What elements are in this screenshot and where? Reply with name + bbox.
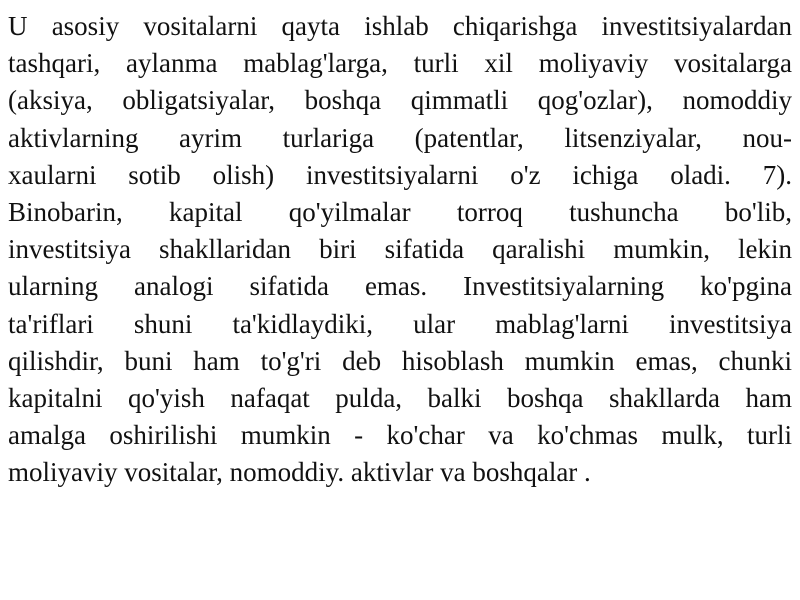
text-line: amalga oshirilishi mumkin - ko'char va ko'chmas mulk, turli <box>8 420 792 451</box>
text-line: ularning analogi sifatida emas. Investitsiyalarning ko'pgina <box>8 271 792 302</box>
text-line: aktivlarning ayrim turlariga (patentlar, litsenziyalar, nou- <box>8 122 792 153</box>
text-line: qilishdir, buni ham to'g'ri deb hisoblash mumkin emas, chunki <box>8 345 792 376</box>
text-line: U asosiy vositalarni qayta ishlab chiqarishga investitsiyalardan <box>8 11 792 41</box>
text-line: kapitalni qo'yish nafaqat pulda, balki boshqa shakllarda ham <box>8 382 792 413</box>
text-line: tashqari, aylanma mablag'larga, turli xil moliyaviy vositalarga <box>8 48 792 79</box>
text-line: ta'riflari shuni ta'kidlaydiki, ular mablag'larni investitsiya <box>8 308 792 339</box>
text-line: Binobarin, kapital qo'yilmalar torroq tushuncha bo'lib, <box>8 196 792 227</box>
text-line: xaularni sotib olish) investitsiyalarni o'z ichiga oladi. 7). <box>8 159 792 190</box>
document-page <box>8 8 792 491</box>
text-line: investitsiya shakllaridan biri sifatida qaralishi mumkin, lekin <box>8 234 792 265</box>
text-line: (aksiya, obligatsiyalar, boshqa qimmatli qog'ozlar), nomoddiy <box>8 85 792 116</box>
text-line-last: moliyaviy vositalar, nomoddiy. aktivlar va boshqalar . <box>8 457 591 488</box>
